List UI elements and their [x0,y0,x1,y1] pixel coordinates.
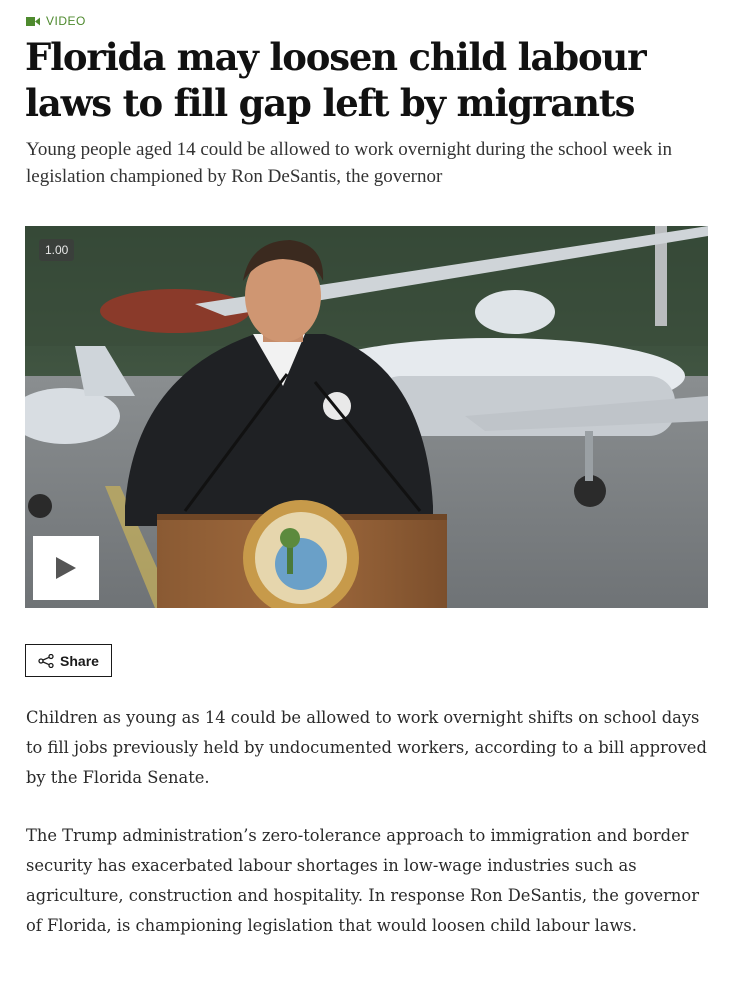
article-paragraph: The Trump administration’s zero-tolerance approach to immigration and border security has exacerbated labour shortages in low-wage industries such as agriculture, construction and hospitality. In response Ron DeSantis, the governor of Florida, is championing legislation that would loosen child labour laws. [26,826,699,935]
video-kicker [26,14,86,28]
share-icon [38,654,54,668]
share-button[interactable] [25,644,112,677]
video-thumbnail [25,226,708,608]
video-player[interactable] [25,226,708,608]
video-camera-icon [26,17,40,26]
video-duration: 1.00 [39,239,74,261]
kicker-label: VIDEO [46,14,86,28]
headline: Florida may loosen child labour laws to fill gap left by migrants [25,35,646,125]
standfirst: Young people aged 14 could be allowed to work overnight during the school week in legislation championed by Ron DeSantis, the governor [26,139,673,187]
play-button[interactable] [33,536,99,600]
play-icon [55,556,77,580]
article-paragraph: Children as young as 14 could be allowed to work overnight shifts on school days to fill jobs previously held by undocumented workers, according to a bill approved by the Florida Senate. [26,708,707,787]
share-label: Share [60,652,99,669]
